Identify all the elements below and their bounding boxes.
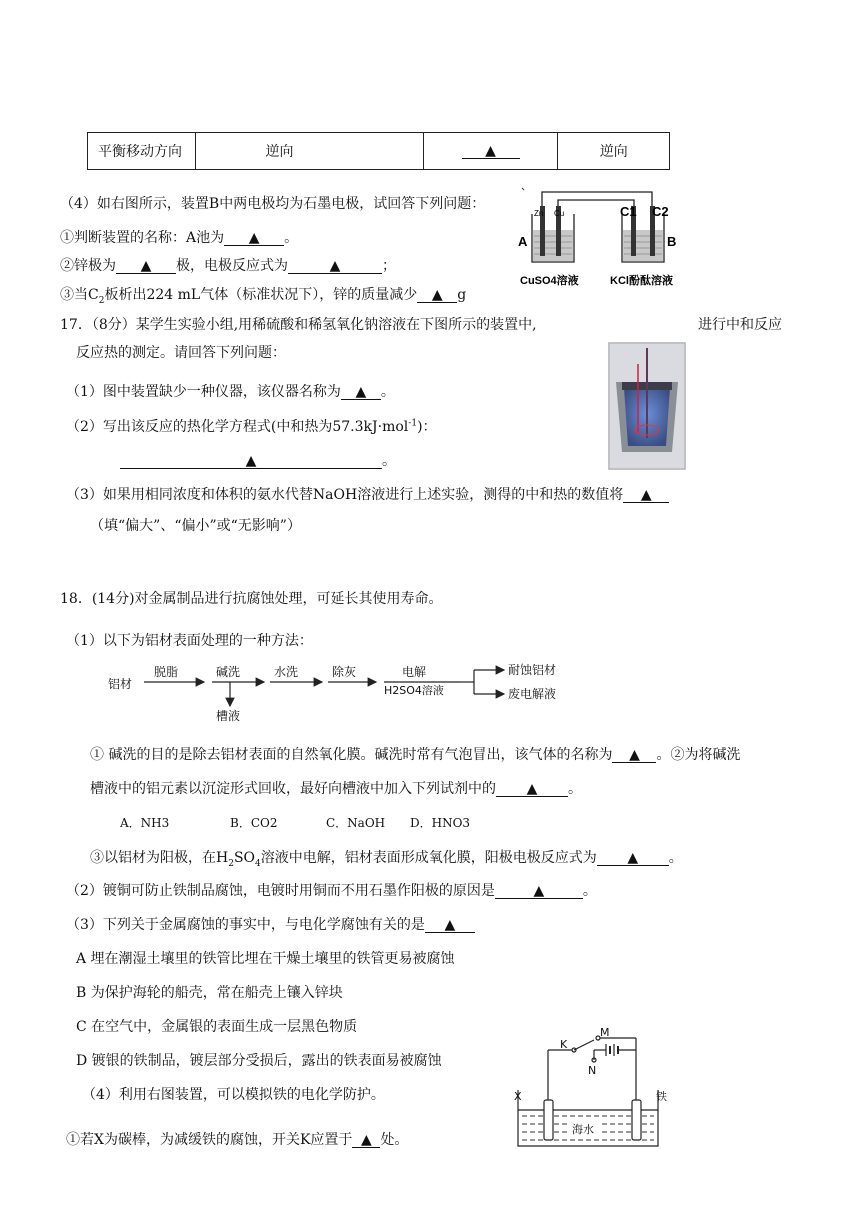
solution-a-label: CuSO4溶液 [520,275,579,287]
q18-part2: （2）镀铜可防止铁制品腐蚀，电镀时用铜而不用石墨作阳极的原因是 ▲ 。 [66,883,597,899]
equilibrium-table [87,132,670,170]
protection-figure [508,1028,678,1152]
q18-4-item1: ①若X为碳棒，为减缓铁的腐蚀，开关K应置于 ▲ 处。 [66,1132,409,1148]
solution-b-label: KCl酚酞溶液 [610,275,673,287]
answer-blank: ▲ [417,288,457,303]
flow-step-electrolysis: 电解 [402,665,427,679]
q18-option-b: B．CO2 [230,816,278,830]
switch-k-label: K [560,1038,568,1051]
q17-part2-answer: ▲ 。 [120,450,396,470]
cell-a-label: A [518,234,528,249]
contact-m-label: M [600,1028,610,1039]
table-col2 [423,133,558,170]
calorimeter-figure [608,342,686,470]
flow-step-degrease: 脱脂 [154,665,179,679]
c1-label: C1 [620,204,637,219]
cu-label: Cu [554,209,565,218]
q17-part2: （2）写出该反应的热化学方程式(中和热为57.3kJ·mol$^{-1}$)： [66,418,437,435]
q17-part3: （3）如果用相同浓度和体积的氨水代替NaOH溶液进行上述实验，测得的中和热的数值将 ▲ [66,484,669,504]
q17-part1: （1）图中装置缺少一种仪器，该仪器名称为 ▲ 。 [66,384,395,400]
electrode-x-label: X [514,1090,522,1103]
q18-part3: （3）下列关于金属腐蚀的事实中，与电化学腐蚀有关的是 ▲ [66,914,475,934]
iron-electrode-label: 铁 [656,1090,667,1103]
q18-option-a: A．NH3 [120,816,170,830]
flow-output-aluminum: 耐蚀铝材 [508,663,557,677]
c2-label: C2 [652,204,669,219]
answer-blank: ▲ [495,884,583,899]
answer-blank: ▲ [462,144,520,159]
contact-n-label: N [588,1064,597,1077]
aluminum-process-flow [104,660,584,726]
electrolysis-figure [512,186,682,292]
answer-blank: ▲ [352,1133,380,1148]
q16-4-intro: （4）如右图所示，装置B中两电极均为石墨电极，试回答下列问题： [60,196,486,212]
q17-part3-note: （填“偏大”、“偏小”或“无影响”） [90,518,301,534]
q16-4-item3: ③当$C_2$板析出224 mL气体（标准状况下），锌的质量减少 ▲ g [60,287,467,306]
q18-part4: （4）利用右图装置，可以模拟铁的电化学防护。 [82,1087,385,1103]
answer-blank: ▲ [120,454,382,469]
flow-electrolyte: H2SO4溶液 [384,684,444,697]
answer-blank: ▲ [116,259,176,274]
flow-bath-liquid: 槽液 [216,709,241,723]
table-label: 平衡移动方向 [88,133,196,170]
q18-option-d: D．HNO3 [410,816,471,830]
flow-step-alkali-wash: 碱洗 [216,665,241,679]
zn-label: Zn [534,209,544,218]
answer-blank: ▲ [496,782,568,797]
q16-4-item2: ②锌极为 ▲ 极，电极反应式为 ▲ ； [60,258,396,274]
q18-3-option-d: D 镀银的铁制品，镀层部分受损后，露出的铁表面易被腐蚀 [76,1053,442,1069]
answer-blank: ▲ [341,385,381,400]
q18-1-line1: ① 碱洗的目的是除去铝材表面的自然氧化膜。碱洗时常有气泡冒出，该气体的名称为 ▲ 。②为将碱洗 [90,747,741,763]
flow-start: 铝材 [108,677,133,691]
q18-3-option-b: B 为保护海轮的船壳，常在船壳上镶入锌块 [76,985,343,1001]
answer-blank: ▲ [288,259,382,274]
q18-1-line3: ③以铝材为阳极，在$H_2SO_4$溶液中电解，铝材表面形成氧化膜，阳极电极反应式为 ▲ 。 [90,850,683,869]
q17-head-cont: 进行中和反应 [698,317,782,333]
answer-blank: ▲ [425,918,475,933]
cell-b-label: B [667,234,677,249]
answer-blank: ▲ [224,231,284,246]
q18-1-line2: 槽液中的铝元素以沉淀形式回收，最好向槽液中加入下列试剂中的 ▲ 。 [90,781,582,797]
answer-blank: ▲ [623,488,669,503]
seawater-label: 海水 [572,1123,594,1136]
answer-blank: ▲ [597,851,669,866]
table-col1: 逆向 [196,133,423,170]
flow-output-waste: 废电解液 [508,687,557,701]
q18-option-c: C．NaOH [326,816,386,830]
table-col3: 逆向 [558,133,670,170]
q18-head: 18．(14分)对金属制品进行抗腐蚀处理，可延长其使用寿命。 [60,591,443,607]
q18-3-option-c: C 在空气中，金属银的表面生成一层黑色物质 [76,1019,358,1035]
q18-3-option-a: A 埋在潮湿土壤里的铁管比埋在干燥土壤里的铁管更易被腐蚀 [76,951,455,967]
q17-head-line2: 反应热的测定。请回答下列问题： [76,345,286,361]
flow-step-water-wash: 水洗 [274,665,299,679]
answer-blank: ▲ [612,748,656,763]
q18-part1: （1）以下为铝材表面处理的一种方法： [66,633,313,649]
q16-4-item1: ①判断装置的名称：A池为 ▲ 。 [60,230,299,246]
q17-head: 17．（8分）某学生实验小组,用稀硫酸和稀氢氧化钠溶液在下图所示的装置中, [60,317,537,333]
flow-step-deash: 除灰 [332,665,357,679]
